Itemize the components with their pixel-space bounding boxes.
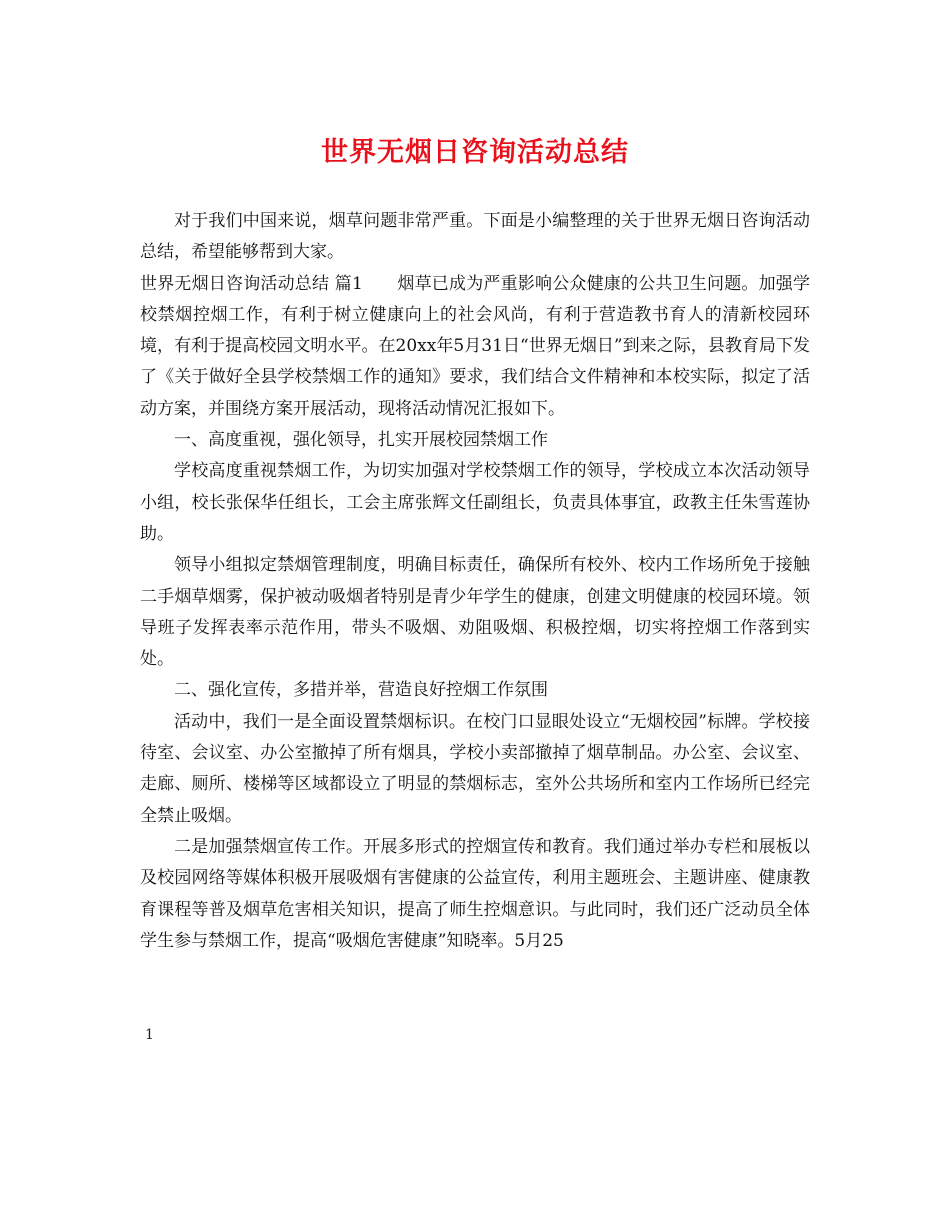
document-body bbox=[140, 206, 810, 957]
page-number: 1 bbox=[145, 1027, 154, 1043]
heading-two: 二、强化宣传，多措并举，营造良好控烟工作氛围 bbox=[174, 680, 548, 701]
body-paragraph: 二是加强禁烟宣传工作。开展多形式的控烟宣传和教育。我们通过举办专栏和展板以及校园网络等媒体积极开展吸烟有害健康的公益宣传，利用主题班会、主题讲座、健康教育课程等普及烟草危害相关知识，提高了师生控烟意识。与此同时，我们还广泛动员全体学生参与禁烟工作，提高“吸烟危害健康”知晓率。5月25 bbox=[140, 836, 810, 951]
body-paragraph: 领导小组拟定禁烟管理制度，明确目标责任，确保所有校外、校内工作场所免于接触二手烟草烟雾，保护被动吸烟者特别是青少年学生的健康，创建文明健康的校园环境。领导班子发挥表率示范作用，带头不吸烟、劝阻吸烟、积极控烟，切实将控烟工作落到实处。 bbox=[140, 555, 810, 670]
intro-paragraph: 对于我们中国来说，烟草问题非常严重。下面是小编整理的关于世界无烟日咨询活动总结，希望能够帮到大家。 bbox=[140, 211, 810, 263]
body-paragraph: 学校高度重视禁烟工作，为切实加强对学校禁烟工作的领导，学校成立本次活动领导小组，校长张保华任组长，工会主席张辉文任副组长，负责具体事宜，政教主任朱雪莲协助。 bbox=[140, 461, 810, 544]
heading-one: 一、高度重视，强化领导，扎实开展校园禁烟工作 bbox=[174, 430, 548, 451]
document-title: 世界无烟日咨询活动总结 bbox=[321, 137, 629, 168]
body-paragraph: 活动中，我们一是全面设置禁烟标识。在校门口显眼处设立“无烟校园”标牌。学校接待室、会议室、办公室撤掉了所有烟具，学校小卖部撤掉了烟草制品。办公室、会议室、走廊、厕所、楼梯等区域都设立了明显的禁烟标志，室外公共场所和室内工作场所已经完全禁止吸烟。 bbox=[140, 711, 810, 826]
section-paragraph-1: 世界无烟日咨询活动总结 篇1 烟草已成为严重影响公众健康的公共卫生问题。加强学校禁烟控烟工作，有利于树立健康向上的社会风尚，有利于营造教书育人的清新校园环境，有利于提高校园文明水平。在20xx年5月31日“世界无烟日”到来之际，县教育局下发了《关于做好全县学校禁烟工作的通知》要求，我们结合文件精神和本校实际，拟定了活动方案，并围绕方案开展活动，现将活动情况汇报如下。 bbox=[140, 273, 810, 419]
